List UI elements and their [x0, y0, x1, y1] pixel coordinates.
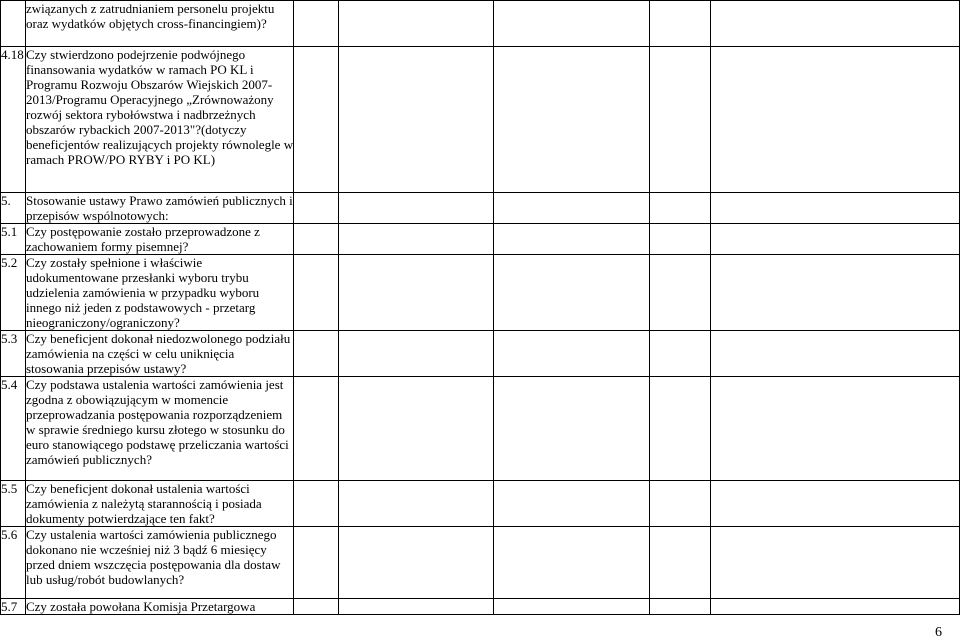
answer-cell-4[interactable] — [649, 377, 711, 481]
answer-cell-1[interactable] — [294, 527, 339, 599]
checklist-row — [1, 47, 960, 193]
row-question: Czy beneficjent dokonał niedozwolonego podziału zamówienia na części w celu uniknięcia stosowania przepisów ustawy? — [25, 331, 293, 377]
answer-cell-1[interactable] — [294, 599, 339, 615]
answer-cell-3[interactable] — [494, 193, 649, 224]
row-number — [1, 1, 26, 47]
row-question: Stosowanie ustawy Prawo zamówień publicznych i przepisów wspólnotowych: — [25, 193, 293, 223]
answer-cell-3[interactable] — [494, 599, 649, 615]
answer-cell-1[interactable] — [294, 377, 339, 481]
answer-cell-2[interactable] — [339, 377, 494, 481]
checklist-row — [1, 481, 960, 527]
answer-cell-2[interactable] — [339, 47, 494, 193]
row-number: 5.5 — [1, 481, 26, 527]
checklist-row — [1, 527, 960, 599]
checklist-row — [1, 599, 960, 615]
answer-cell-2[interactable] — [339, 599, 494, 615]
row-question: Czy podstawa ustalenia wartości zamówienia jest zgodna z obowiązującym w momencie przeprowadzania postępowania rozporządzeniem w sprawie średniego kursu złotego w stosunku do euro stanowiącego podstawę przeliczania wartości zamówień publicznych? — [25, 377, 293, 481]
page-number: 6 — [935, 625, 942, 640]
answer-cell-5[interactable] — [711, 377, 960, 481]
answer-cell-2[interactable] — [339, 193, 494, 224]
answer-cell-5[interactable] — [711, 224, 960, 255]
answer-cell-2[interactable] — [339, 331, 494, 377]
answer-cell-2[interactable] — [339, 527, 494, 599]
checklist-row — [1, 193, 960, 224]
checklist-row — [1, 224, 960, 255]
answer-cell-5[interactable] — [711, 255, 960, 331]
answer-cell-4[interactable] — [649, 1, 711, 47]
answer-cell-1[interactable] — [294, 255, 339, 331]
row-number: 5.3 — [1, 331, 26, 377]
answer-cell-5[interactable] — [711, 1, 960, 47]
answer-cell-5[interactable] — [711, 599, 960, 615]
checklist-row — [1, 255, 960, 331]
answer-cell-4[interactable] — [649, 527, 711, 599]
checklist-row — [1, 377, 960, 481]
row-question: Czy stwierdzono podejrzenie podwójnego finansowania wydatków w ramach PO KL i Programu Rozwoju Obszarów Wiejskich 2007-2013/Programu Operacyjnego „Zrównoważony rozwój sektora rybołówstwa i nadbrzeżnych obszarów rybackich 2007-2013"?(dotyczy beneficjentów realizujących projekty równolegle w ramach PROW/PO RYBY i PO KL) — [25, 47, 293, 193]
row-number: 5. — [1, 193, 26, 224]
answer-cell-2[interactable] — [339, 1, 494, 47]
row-question: Czy beneficjent dokonał ustalenia wartości zamówienia z należytą starannością i posiada dokumenty potwierdzające ten fakt? — [25, 481, 293, 527]
answer-cell-3[interactable] — [494, 255, 649, 331]
answer-cell-3[interactable] — [494, 377, 649, 481]
answer-cell-1[interactable] — [294, 224, 339, 255]
row-question: Czy postępowanie zostało przeprowadzone z zachowaniem formy pisemnej? — [25, 224, 293, 255]
answer-cell-4[interactable] — [649, 255, 711, 331]
answer-cell-4[interactable] — [649, 224, 711, 255]
row-number: 5.4 — [1, 377, 26, 481]
row-number: 4.18 — [1, 47, 26, 193]
answer-cell-4[interactable] — [649, 481, 711, 527]
answer-cell-5[interactable] — [711, 193, 960, 224]
answer-cell-4[interactable] — [649, 331, 711, 377]
answer-cell-2[interactable] — [339, 481, 494, 527]
checklist-row — [1, 331, 960, 377]
answer-cell-4[interactable] — [649, 193, 711, 224]
answer-cell-5[interactable] — [711, 47, 960, 193]
answer-cell-1[interactable] — [294, 331, 339, 377]
answer-cell-3[interactable] — [494, 527, 649, 599]
row-question: związanych z zatrudnianiem personelu projektu oraz wydatków objętych cross-financingiem)? — [25, 1, 293, 47]
answer-cell-3[interactable] — [494, 331, 649, 377]
answer-cell-3[interactable] — [494, 1, 649, 47]
answer-cell-1[interactable] — [294, 1, 339, 47]
checklist-row — [1, 1, 960, 47]
row-question: Czy zostały spełnione i właściwie udokumentowane przesłanki wyboru trybu udzielenia zamówienia w przypadku wyboru innego niż jeden z podstawowych - przetarg nieograniczony/ograniczony? — [25, 255, 293, 331]
answer-cell-3[interactable] — [494, 224, 649, 255]
row-number: 5.7 — [1, 599, 26, 615]
row-question: Czy ustalenia wartości zamówienia publicznego dokonano nie wcześniej niż 3 bądź 6 miesięcy przed dniem wszczęcia postępowania dla dostaw lub usług/robót budowlanych? — [25, 527, 293, 599]
answer-cell-2[interactable] — [339, 224, 494, 255]
answer-cell-1[interactable] — [294, 193, 339, 224]
answer-cell-5[interactable] — [711, 481, 960, 527]
answer-cell-3[interactable] — [494, 481, 649, 527]
answer-cell-4[interactable] — [649, 599, 711, 615]
answer-cell-4[interactable] — [649, 47, 711, 193]
answer-cell-1[interactable] — [294, 47, 339, 193]
answer-cell-5[interactable] — [711, 331, 960, 377]
answer-cell-5[interactable] — [711, 527, 960, 599]
checklist-rows — [1, 1, 960, 615]
row-number: 5.2 — [1, 255, 26, 331]
answer-cell-3[interactable] — [494, 47, 649, 193]
answer-cell-1[interactable] — [294, 481, 339, 527]
row-question: Czy została powołana Komisja Przetargowa — [25, 599, 293, 615]
row-number: 5.6 — [1, 527, 26, 599]
row-number: 5.1 — [1, 224, 26, 255]
answer-cell-2[interactable] — [339, 255, 494, 331]
